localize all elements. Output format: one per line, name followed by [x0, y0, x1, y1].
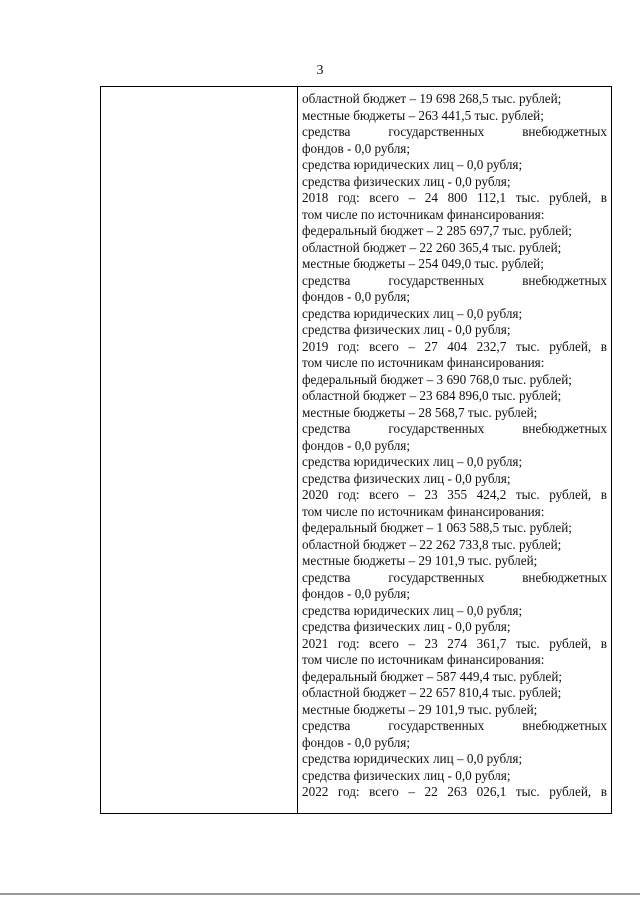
text-line: местные бюджеты – 29 101,9 тыс. рублей; [302, 553, 538, 568]
text-line: том числе по источникам финансирования: [302, 503, 545, 519]
text-line: областной бюджет – 19 698 268,5 тыс. рублей; [302, 91, 562, 106]
text-line: том числе по источникам финансирования: [302, 652, 545, 667]
financing-text-cell [302, 91, 607, 801]
text-line: федеральный бюджет – 587 449,4 тыс. рублей; [302, 668, 563, 684]
text-line: местные бюджеты – 29 101,9 тыс. рублей; [302, 701, 538, 717]
text-line: средства государственных внебюджетных [302, 272, 607, 288]
text-line: фондов - 0,0 рубля; [302, 734, 411, 750]
text-line: областной бюджет – 22 260 365,4 тыс. рублей; [302, 239, 562, 255]
text-line: федеральный бюджет – 1 063 588,5 тыс. рублей; [302, 520, 572, 535]
text-line: средства физических лиц - 0,0 рубля; [302, 322, 511, 337]
text-line: фондов - 0,0 рубля; [302, 289, 411, 304]
text-line: 2018 год: всего – 24 800 112,1 тыс. рублей, в [302, 190, 607, 205]
text-line: 2022 год: всего – 22 263 026,1 тыс. рублей, в [302, 784, 607, 799]
text-line: средства физических лиц - 0,0 рубля; [302, 470, 511, 486]
table-left-cell [101, 87, 297, 813]
text-line: фондов - 0,0 рубля; [302, 437, 411, 453]
text-line: средства юридических лиц – 0,0 рубля; [302, 454, 523, 469]
page-number: 3 [316, 63, 324, 78]
financing-table [100, 86, 612, 814]
text-line: федеральный бюджет – 3 690 768,0 тыс. рублей; [302, 371, 572, 387]
text-line: федеральный бюджет – 2 285 697,7 тыс. рублей; [302, 223, 572, 238]
text-line: 2019 год: всего – 27 404 232,7 тыс. рублей, в [302, 338, 607, 354]
text-line: 2020 год: всего – 23 355 424,2 тыс. рублей, в [302, 487, 607, 502]
text-line: средства юридических лиц – 0,0 рубля; [302, 157, 523, 172]
text-line: средства юридических лиц – 0,0 рубля; [302, 602, 523, 618]
text-line: местные бюджеты – 263 441,5 тыс. рублей; [302, 107, 544, 123]
text-line: местные бюджеты – 28 568,7 тыс. рублей; [302, 404, 538, 420]
text-line: средства юридических лиц – 0,0 рубля; [302, 305, 523, 321]
text-line: том числе по источникам финансирования: [302, 355, 545, 370]
text-line: 2021 год: всего – 23 274 361,7 тыс. рублей, в [302, 635, 607, 651]
text-line: средства физических лиц - 0,0 рубля; [302, 767, 511, 783]
text-line: средства государственных внебюджетных [302, 124, 607, 139]
text-line: средства юридических лиц – 0,0 рубля; [302, 751, 523, 766]
text-line: средства государственных внебюджетных [302, 569, 607, 585]
text-line: том числе по источникам финансирования: [302, 206, 545, 222]
text-line: областной бюджет – 23 684 896,0 тыс. рублей; [302, 388, 562, 403]
text-line: средства физических лиц - 0,0 рубля; [302, 619, 511, 634]
text-line: областной бюджет – 22 262 733,8 тыс. рублей; [302, 536, 562, 552]
column-divider [297, 87, 298, 813]
page-bottom-rule [0, 893, 640, 895]
text-line: фондов - 0,0 рубля; [302, 586, 411, 601]
text-line: средства государственных внебюджетных [302, 421, 607, 436]
text-line: местные бюджеты – 254 049,0 тыс. рублей; [302, 256, 544, 271]
text-line: средства государственных внебюджетных [302, 718, 607, 733]
text-line: средства физических лиц - 0,0 рубля; [302, 173, 511, 189]
text-line: областной бюджет – 22 657 810,4 тыс. рублей; [302, 685, 562, 700]
text-line: фондов - 0,0 рубля; [302, 140, 411, 156]
